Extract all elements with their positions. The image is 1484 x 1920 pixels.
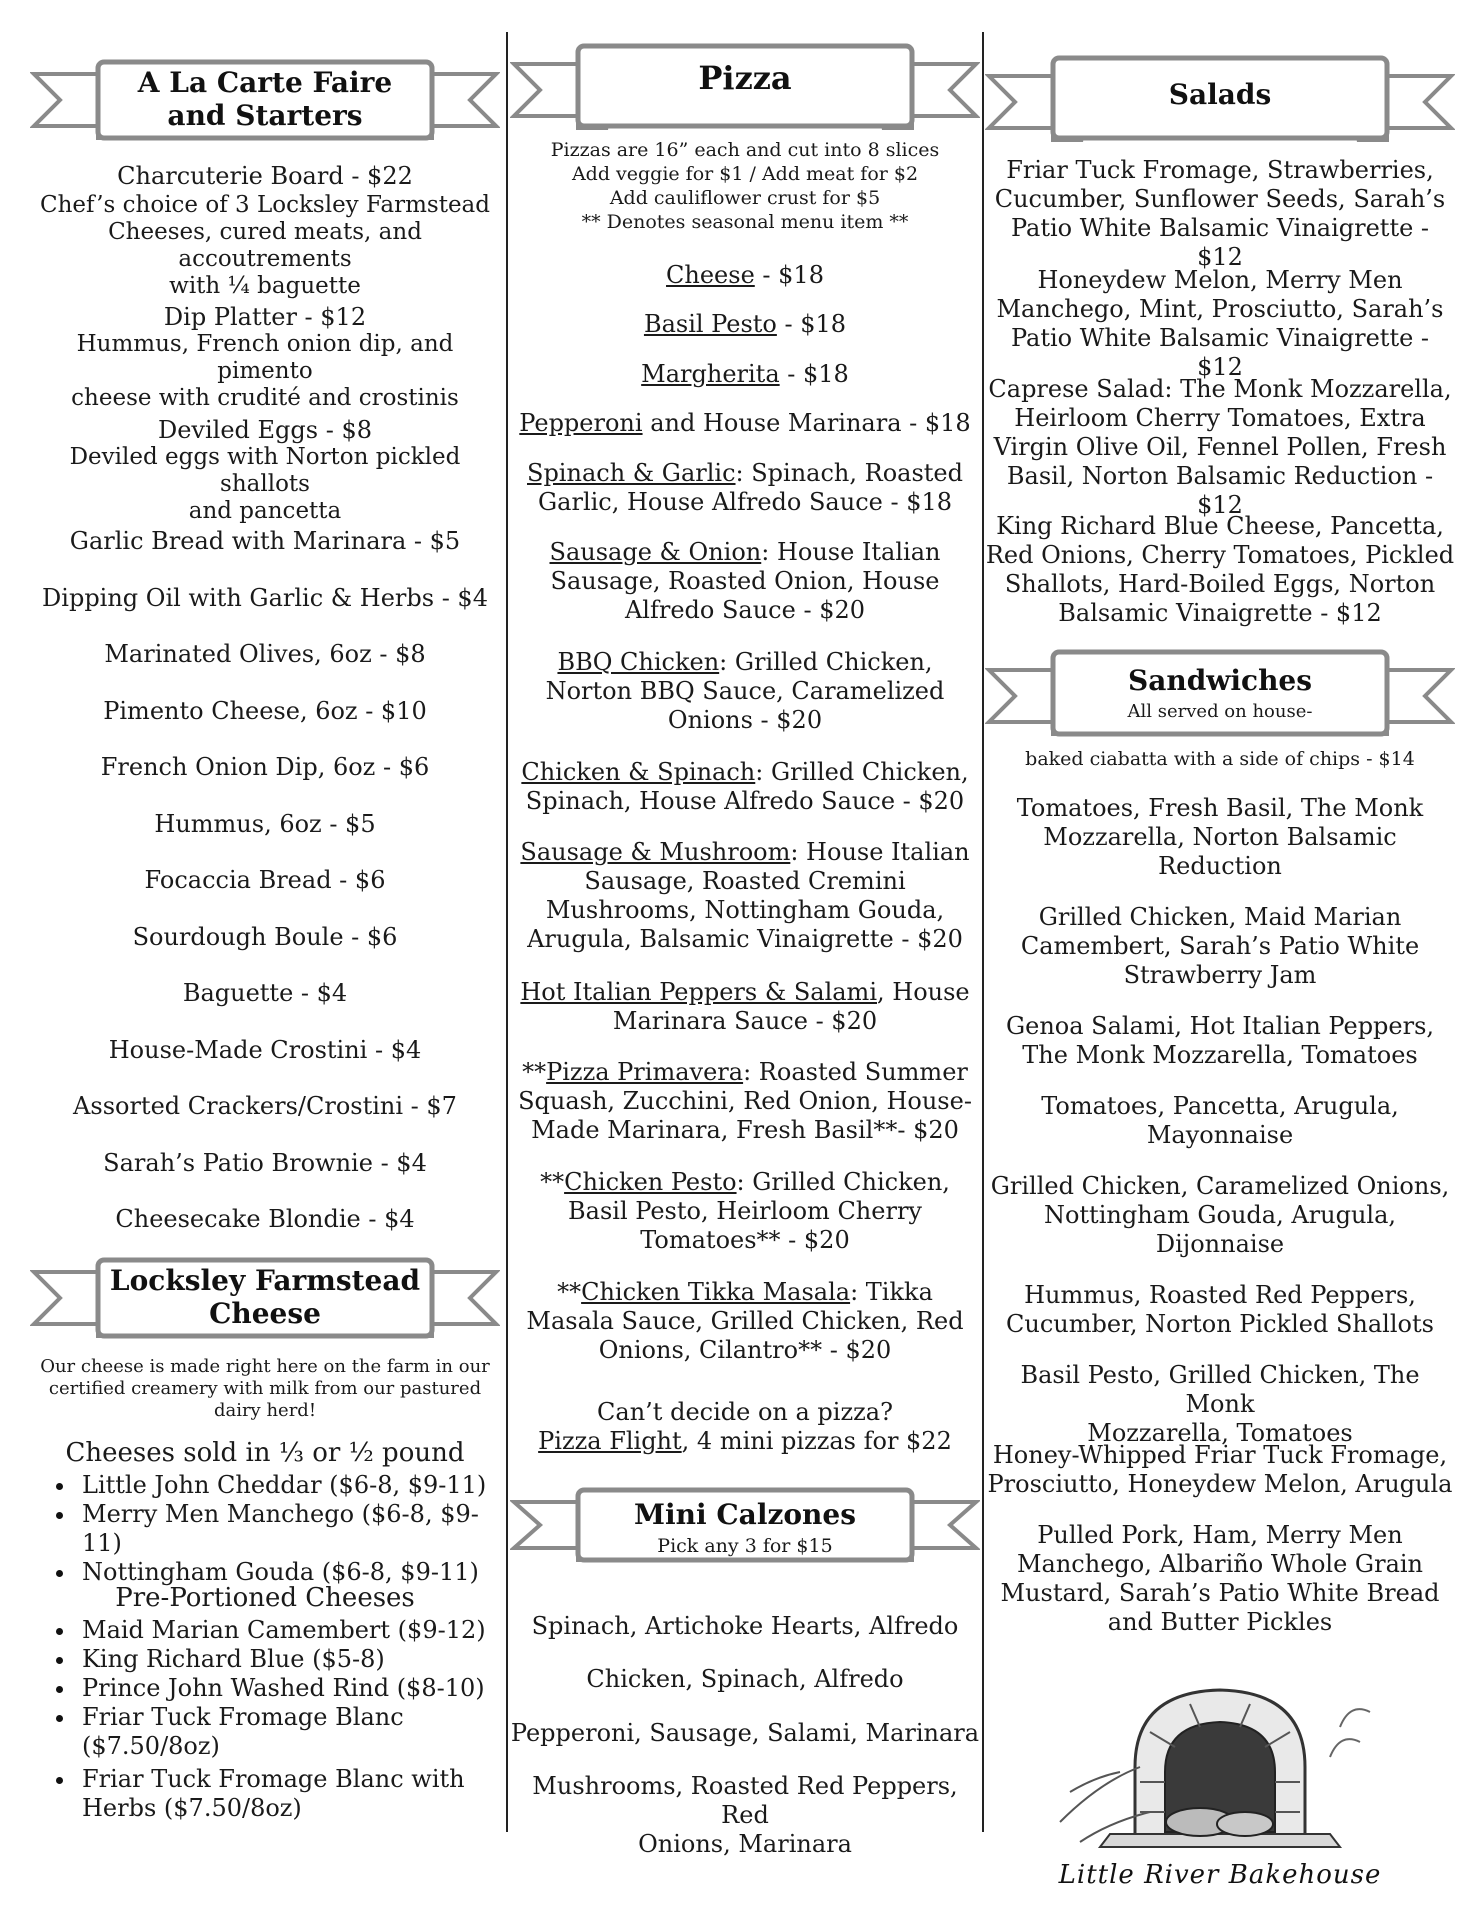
calzone-option — [510, 1772, 980, 1859]
calzone-text: Mushrooms, Roasted Red Peppers, Red — [532, 1772, 958, 1829]
sandwich-line: Pulled Pork, Ham, Merry Men — [1037, 1521, 1403, 1549]
menu-item-text: French Onion Dip, 6oz - $6 — [100, 753, 430, 781]
sandwich-line: Tomatoes, Fresh Basil, The Monk — [1016, 794, 1424, 822]
brick-oven-illustration — [1040, 1672, 1400, 1852]
pizza-pepperoni — [510, 409, 980, 438]
pre-portioned-heading: Pre-Portioned Cheeses — [115, 1583, 415, 1613]
charcuterie-description — [30, 192, 500, 300]
salad-line: Heirloom Cherry Tomatoes, Extra — [1014, 404, 1426, 432]
pizza-name: Pepperoni — [519, 409, 643, 437]
pizza-desc: : Grilled Chicken, — [719, 648, 933, 676]
pizza-sausage-onion — [510, 538, 980, 625]
salad-item — [985, 375, 1455, 520]
calzone-text: Chicken, Spinach, Alfredo — [586, 1665, 904, 1693]
sandwich-line: Camembert, Sarah’s Patio White — [1020, 932, 1420, 960]
pizza-price: - $18 — [779, 360, 849, 388]
list-item-line: ($7.50/8oz) — [82, 1732, 220, 1760]
sandwich-line: Prosciutto, Honeydew Melon, Arugula — [987, 1470, 1453, 1498]
simple-item — [30, 810, 500, 839]
eggs-desc-line: Deviled eggs with Norton pickled shallots — [69, 444, 461, 497]
pizza-spinach-garlic — [510, 459, 980, 517]
sandwich-item — [985, 1361, 1455, 1448]
salad-line: Shallots, Hard-Boiled Eggs, Norton — [1004, 570, 1436, 598]
pizza-desc: Made Marinara, Fresh Basil**- $20 — [531, 1116, 959, 1144]
sandwiches-banner — [985, 648, 1455, 738]
pizza-desc: Marinara Sauce - $20 — [612, 1007, 878, 1035]
sandwich-item — [985, 1012, 1455, 1070]
pizza-flight-question: Can’t decide on a pizza? — [597, 1398, 893, 1426]
column-divider-left — [506, 32, 508, 1832]
sandwich-line: Cucumber, Norton Pickled Shallots — [1006, 1310, 1434, 1338]
charcuterie-item — [30, 162, 500, 191]
menu-item-text: Sarah’s Patio Brownie - $4 — [103, 1149, 427, 1177]
charcuterie-desc-line: Chef’s choice of 3 Locksley Farmstead — [40, 192, 490, 218]
salad-line: Friar Tuck Fromage, Strawberries, — [1006, 156, 1434, 184]
salad-item — [985, 156, 1455, 272]
sandwich-line: and Butter Pickles — [1107, 1608, 1333, 1636]
sandwich-line: Nottingham Gouda, Arugula, — [1043, 1201, 1397, 1229]
sandwich-line: Hummus, Roasted Red Peppers, — [1024, 1281, 1416, 1309]
pizza-desc: Spinach, House Alfredo Sauce - $20 — [525, 787, 965, 815]
pizza-desc: and House Marinara - $18 — [642, 409, 971, 437]
pizza-desc: Arugula, Balsamic Vinaigrette - $20 — [527, 925, 963, 953]
pizza-chicken-pesto — [510, 1168, 980, 1255]
pizza-name: Sausage & Onion — [549, 538, 762, 566]
sandwich-item — [985, 1172, 1455, 1259]
pizza-name: Chicken Pesto — [564, 1168, 737, 1196]
salad-line: Red Onions, Cherry Tomatoes, Pickled — [985, 541, 1455, 569]
sandwiches-subtitle-2: baked ciabatta with a side of chips - $14 — [1025, 748, 1415, 770]
pizza-desc: Sausage, Roasted Onion, House — [550, 567, 940, 595]
pizza-info-line: Add veggie for $1 / Add meat for $2 — [571, 163, 919, 185]
pizza-desc: : House Italian — [761, 538, 941, 566]
pizza-banner — [510, 42, 980, 134]
menu-item-text: Garlic Bread with Marinara - $5 — [69, 527, 461, 555]
sandwiches-subtitle-line: All served on house- — [1127, 701, 1313, 722]
menu-item-text: Cheesecake Blondie - $4 — [115, 1205, 415, 1233]
sandwich-line: Mustard, Sarah’s Patio White Bread — [1000, 1579, 1440, 1607]
sandwich-line: Grilled Chicken, Maid Marian — [1038, 903, 1402, 931]
pizza-cheese — [510, 261, 980, 290]
dip-desc-line: cheese with crudité and crostinis — [71, 385, 459, 411]
simple-item — [30, 1092, 500, 1121]
sandwich-line: Reduction — [1158, 852, 1282, 880]
sandwich-line: The Monk Mozzarella, Tomatoes — [1022, 1041, 1418, 1069]
salad-item — [985, 266, 1455, 382]
cheese-title-line-2: Cheese — [209, 1297, 321, 1330]
simple-item — [30, 527, 500, 556]
simple-item — [30, 1036, 500, 1065]
calzone-text: Spinach, Artichoke Hearts, Alfredo — [531, 1612, 959, 1640]
pizza-hot-italian — [510, 978, 980, 1036]
salad-line: Manchego, Mint, Prosciutto, Sarah’s — [996, 295, 1444, 323]
bakehouse-logo-text: Little River Bakehouse — [1058, 1860, 1382, 1890]
pizza-price: - $18 — [776, 310, 847, 338]
pizza-margherita — [510, 360, 980, 389]
dip-platter-item — [30, 303, 500, 332]
pizza-desc: Alfredo Sauce - $20 — [624, 596, 866, 624]
pizza-desc: Basil Pesto, Heirloom Cherry — [568, 1197, 922, 1225]
salad-item — [985, 512, 1455, 628]
pizza-desc: : House Italian — [790, 838, 970, 866]
pizza-bbq-chicken — [510, 648, 980, 735]
sandwich-line: Grilled Chicken, Caramelized Onions, — [990, 1172, 1450, 1200]
simple-item — [30, 979, 500, 1008]
dip-platter-name: Dip Platter - $12 — [163, 303, 367, 331]
menu-item-text: Focaccia Bread - $6 — [144, 866, 386, 894]
dip-desc-line: Hummus, French onion dip, and pimento — [76, 331, 454, 384]
salad-line: Honeydew Melon, Merry Men — [1037, 266, 1403, 294]
calzones-title: Mini Calzones — [634, 1498, 856, 1531]
pizza-chicken-tikka — [510, 1278, 980, 1365]
pizza-name: Basil Pesto — [643, 310, 777, 338]
calzone-option — [510, 1665, 980, 1694]
pizza-desc: Norton BBQ Sauce, Caramelized — [545, 677, 945, 705]
pizza-desc: : Grilled Chicken, — [755, 758, 969, 786]
sandwich-line: Mozzarella, Norton Balsamic — [1043, 823, 1397, 851]
seasonal-marker: ** — [540, 1168, 565, 1196]
sandwich-item — [985, 1521, 1455, 1637]
pre-portioned-list — [30, 1616, 486, 1823]
cheese-banner — [30, 1256, 500, 1348]
pizza-name: Sausage & Mushroom — [520, 838, 791, 866]
pizza-desc: Mushrooms, Nottingham Gouda, — [545, 896, 945, 924]
cheese-intro-line: dairy herd! — [213, 1400, 317, 1421]
pizza-basil-pesto — [510, 310, 980, 339]
list-item — [82, 1765, 486, 1823]
simple-item — [30, 640, 500, 669]
sandwiches-subtitle — [985, 700, 1455, 724]
list-item-line: Herbs ($7.50/8oz) — [82, 1794, 302, 1822]
deviled-eggs-item — [30, 416, 500, 445]
dip-platter-description — [30, 331, 500, 412]
pizza-desc: : Tikka — [850, 1278, 933, 1306]
sandwich-line: Genoa Salami, Hot Italian Peppers, — [1005, 1012, 1435, 1040]
sandwich-item — [985, 903, 1455, 990]
list-item: King Richard Blue ($5-8) — [82, 1645, 486, 1674]
menu-item-text: Hummus, 6oz - $5 — [154, 810, 376, 838]
calzone-text: Onions, Marinara — [638, 1830, 852, 1858]
salad-line: Patio White Balsamic Vinaigrette - $12 — [1010, 214, 1430, 271]
simple-item — [30, 1149, 500, 1178]
starters-banner — [30, 58, 500, 150]
list-item: Merry Men Manchego ($6-8, $9-11) — [82, 1500, 500, 1558]
pizza-desc: Onions - $20 — [667, 706, 823, 734]
deviled-eggs-name: Deviled Eggs - $8 — [157, 416, 373, 444]
pizza-price: - $18 — [754, 261, 824, 289]
list-item: Nottingham Gouda ($6-8, $9-11) — [82, 1558, 500, 1587]
pizza-desc: Masala Sauce, Grilled Chicken, Red — [526, 1307, 964, 1335]
salad-line: King Richard Blue Cheese, Pancetta, — [996, 512, 1444, 540]
calzones-banner — [510, 1486, 980, 1566]
charcuterie-desc-line: with ¼ baguette — [169, 273, 361, 299]
simple-item — [30, 866, 500, 895]
pizza-info — [510, 138, 980, 234]
sandwich-line: Manchego, Albariño Whole Grain — [1016, 1550, 1424, 1578]
list-item-line: Friar Tuck Fromage Blanc — [82, 1703, 404, 1731]
list-item: Maid Marian Camembert ($9-12) — [82, 1616, 486, 1644]
pizza-name: Hot Italian Peppers & Salami — [520, 978, 877, 1006]
simple-item — [30, 1205, 500, 1234]
sandwich-line: Strawberry Jam — [1123, 961, 1317, 989]
calzones-subtitle: Pick any 3 for $15 — [657, 1535, 833, 1557]
seasonal-marker: ** — [522, 1058, 547, 1086]
pizza-info-line: Pizzas are 16” each and cut into 8 slices — [550, 139, 940, 161]
pizza-desc: , House — [877, 978, 970, 1006]
simple-item — [30, 697, 500, 726]
list-item: Prince John Washed Rind ($8-10) — [82, 1674, 485, 1702]
pizza-desc: , 4 mini pizzas for $22 — [681, 1427, 952, 1455]
menu-item-text: Baguette - $4 — [182, 979, 348, 1007]
pizza-flight — [510, 1398, 980, 1456]
salad-line: Virgin Olive Oil, Fennel Pollen, Fresh — [993, 433, 1447, 461]
sandwich-item — [985, 1281, 1455, 1339]
pizza-desc: : Roasted Summer — [743, 1058, 968, 1086]
menu-item-text: House-Made Crostini - $4 — [108, 1036, 422, 1064]
pizza-name: Margherita — [641, 360, 780, 388]
column-divider-right — [982, 32, 984, 1832]
pizza-name: Chicken & Spinach — [521, 758, 756, 786]
list-item — [82, 1703, 486, 1761]
pizza-desc: Squash, Zucchini, Red Onion, House- — [518, 1087, 972, 1115]
calzone-option — [510, 1719, 980, 1748]
salad-line: Caprese Salad: The Monk Mozzarella, — [988, 375, 1452, 403]
salad-line: Basil, Norton Balsamic Reduction - $12 — [1006, 462, 1434, 519]
seasonal-marker: ** — [557, 1278, 582, 1306]
pizza-title: Pizza — [698, 59, 792, 97]
starters-title-line-2: and Starters — [167, 99, 363, 132]
pizza-sausage-mushroom — [510, 838, 980, 954]
pizza-name: Cheese — [666, 261, 755, 289]
starters-title-line-1: A La Carte Faire — [137, 66, 393, 99]
calzone-option — [510, 1612, 980, 1641]
cheeses-sold-heading: Cheeses sold in ⅓ or ½ pound — [65, 1438, 465, 1468]
sandwich-item — [985, 1092, 1455, 1150]
pizza-info-line: ** Denotes seasonal menu item ** — [581, 211, 909, 233]
simple-item — [30, 584, 500, 613]
simple-item — [30, 923, 500, 952]
pizza-chicken-spinach — [510, 758, 980, 816]
cheese-intro-line: Our cheese is made right here on the farm in our — [40, 1356, 490, 1377]
pizza-desc: Tomatoes** - $20 — [640, 1226, 850, 1254]
list-item: Little John Cheddar ($6-8, $9-11) — [82, 1471, 500, 1500]
pizza-info-line: Add cauliflower crust for $5 — [609, 187, 881, 209]
pizza-desc: Garlic, House Alfredo Sauce - $18 — [537, 488, 953, 516]
calzone-text: Pepperoni, Sausage, Salami, Marinara — [510, 1719, 980, 1747]
sandwich-line: Tomatoes, Pancetta, Arugula, — [1041, 1092, 1399, 1120]
deviled-eggs-description — [30, 444, 500, 525]
cheeses-sold-list — [30, 1471, 500, 1587]
pizza-primavera — [510, 1058, 980, 1145]
menu-item-text: Assorted Crackers/Crostini - $7 — [73, 1092, 457, 1120]
salad-line: Patio White Balsamic Vinaigrette - $12 — [1010, 324, 1430, 381]
cheese-intro-line: certified creamery with milk from our pastured — [48, 1378, 482, 1399]
salad-line: Balsamic Vinaigrette - $12 — [1058, 599, 1382, 627]
list-item-line: Friar Tuck Fromage Blanc with — [82, 1765, 465, 1793]
pizza-desc: : Grilled Chicken, — [736, 1168, 950, 1196]
simple-item — [30, 753, 500, 782]
sandwich-item — [985, 794, 1455, 881]
menu-item-text: Pimento Cheese, 6oz - $10 — [103, 697, 427, 725]
cheese-title-line-1: Locksley Farmstead — [109, 1264, 421, 1297]
sandwich-line: Mayonnaise — [1146, 1121, 1294, 1149]
sandwiches-title: Sandwiches — [1127, 664, 1313, 697]
salads-title: Salads — [1168, 78, 1272, 111]
pizza-desc: : Spinach, Roasted — [735, 459, 963, 487]
sandwich-item — [985, 1441, 1455, 1499]
menu-item-text: Dipping Oil with Garlic & Herbs - $4 — [42, 584, 488, 612]
charcuterie-desc-line: Cheeses, cured meats, and accoutrements — [108, 219, 422, 272]
sandwich-line: Basil Pesto, Grilled Chicken, The Monk — [1020, 1361, 1420, 1418]
pizza-name: Pizza Flight — [538, 1427, 682, 1455]
pizza-desc: Onions, Cilantro** - $20 — [598, 1336, 892, 1364]
pizza-name: Spinach & Garlic — [527, 459, 736, 487]
sandwich-line: Honey-Whipped Friar Tuck Fromage, — [992, 1441, 1448, 1469]
menu-item-text: Sourdough Boule - $6 — [132, 923, 398, 951]
salad-line: Cucumber, Sunflower Seeds, Sarah’s — [994, 185, 1446, 213]
sandwich-line: Dijonnaise — [1155, 1230, 1285, 1258]
charcuterie-name: Charcuterie Board - $22 — [117, 162, 413, 190]
menu-item-text: Marinated Olives, 6oz - $8 — [104, 640, 426, 668]
pizza-name: BBQ Chicken — [557, 648, 720, 676]
eggs-desc-line: and pancetta — [188, 498, 342, 524]
salads-banner — [985, 54, 1455, 146]
bakehouse-logo — [1040, 1672, 1400, 1892]
pizza-name: Pizza Primavera — [546, 1058, 744, 1086]
sandwich-line: Mozzarella, Tomatoes — [1087, 1419, 1353, 1447]
pizza-name: Chicken Tikka Masala — [581, 1278, 851, 1306]
pizza-desc: Sausage, Roasted Cremini — [584, 867, 906, 895]
cheese-intro — [30, 1356, 500, 1422]
